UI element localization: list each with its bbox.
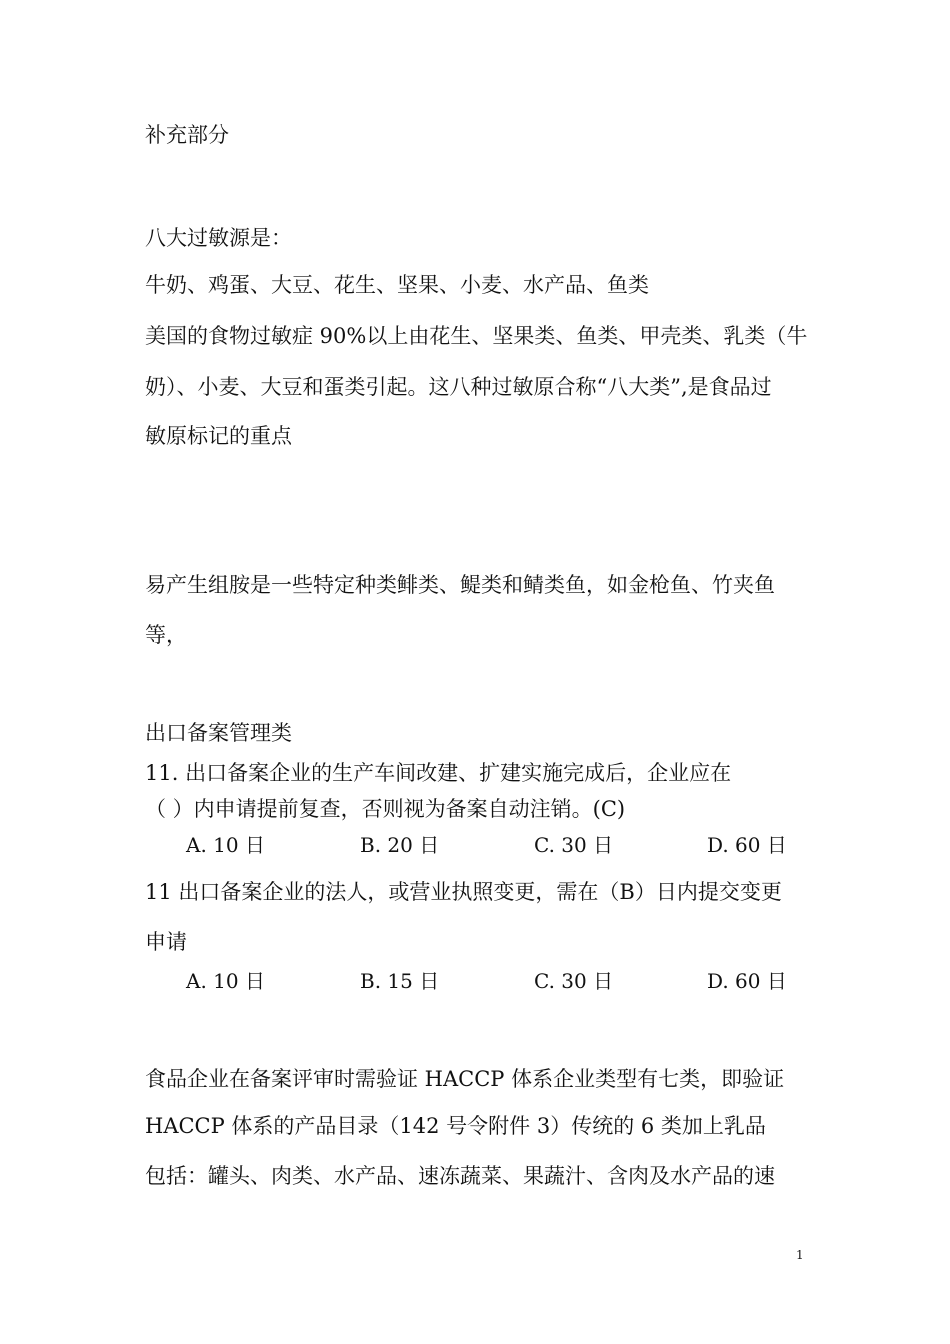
section-title: 补充部分 <box>145 123 229 147</box>
histamine-paragraph-line: 等， <box>145 623 187 647</box>
question-1-option-c: C. 30 日 <box>534 833 614 857</box>
question-1-option-a: A. 10 日 <box>186 833 265 857</box>
question-2-option-b: B. 15 日 <box>360 969 440 993</box>
allergens-heading: 八大过敏源是： <box>145 226 292 250</box>
question-1-line: （ ）内申请提前复查，否则视为备案自动注销。(C) <box>145 797 626 821</box>
haccp-paragraph-line: 食品企业在备案评审时需验证 HACCP 体系企业类型有七类，即验证 <box>145 1067 785 1091</box>
question-1-option-b: B. 20 日 <box>360 833 440 857</box>
allergy-paragraph-line: 奶）、小麦、大豆和蛋类引起。这八种过敏原合称“八大类”,是食品过 <box>145 375 772 399</box>
question-1-line: 11. 出口备案企业的生产车间改建、扩建实施完成后，企业应在 <box>145 761 732 785</box>
allergens-list: 牛奶、鸡蛋、大豆、花生、坚果、小麦、水产品、鱼类 <box>145 273 649 297</box>
question-1-option-d: D. 60 日 <box>707 833 787 857</box>
export-heading: 出口备案管理类 <box>145 721 292 745</box>
allergy-paragraph-line: 敏原标记的重点 <box>145 424 292 448</box>
haccp-paragraph-line: 包括：罐头、肉类、水产品、速冻蔬菜、果蔬汁、含肉及水产品的速 <box>145 1164 775 1188</box>
page-number: 1 <box>796 1248 804 1262</box>
question-2-option-c: C. 30 日 <box>534 969 614 993</box>
question-2-option-d: D. 60 日 <box>707 969 787 993</box>
haccp-paragraph-line: HACCP 体系的产品目录（142 号令附件 3）传统的 6 类加上乳品 <box>145 1114 766 1138</box>
histamine-paragraph-line: 易产生组胺是一些特定种类鲱类、鳀类和鲭类鱼，如金枪鱼、竹夹鱼 <box>145 573 775 597</box>
question-2-line: 申请 <box>145 930 187 954</box>
allergy-paragraph-line: 美国的食物过敏症 90%以上由花生、坚果类、鱼类、甲壳类、乳类（牛 <box>145 324 808 348</box>
question-2-line: 11 出口备案企业的法人，或营业执照变更，需在（B）日内提交变更 <box>145 880 782 904</box>
question-2-option-a: A. 10 日 <box>186 969 265 993</box>
